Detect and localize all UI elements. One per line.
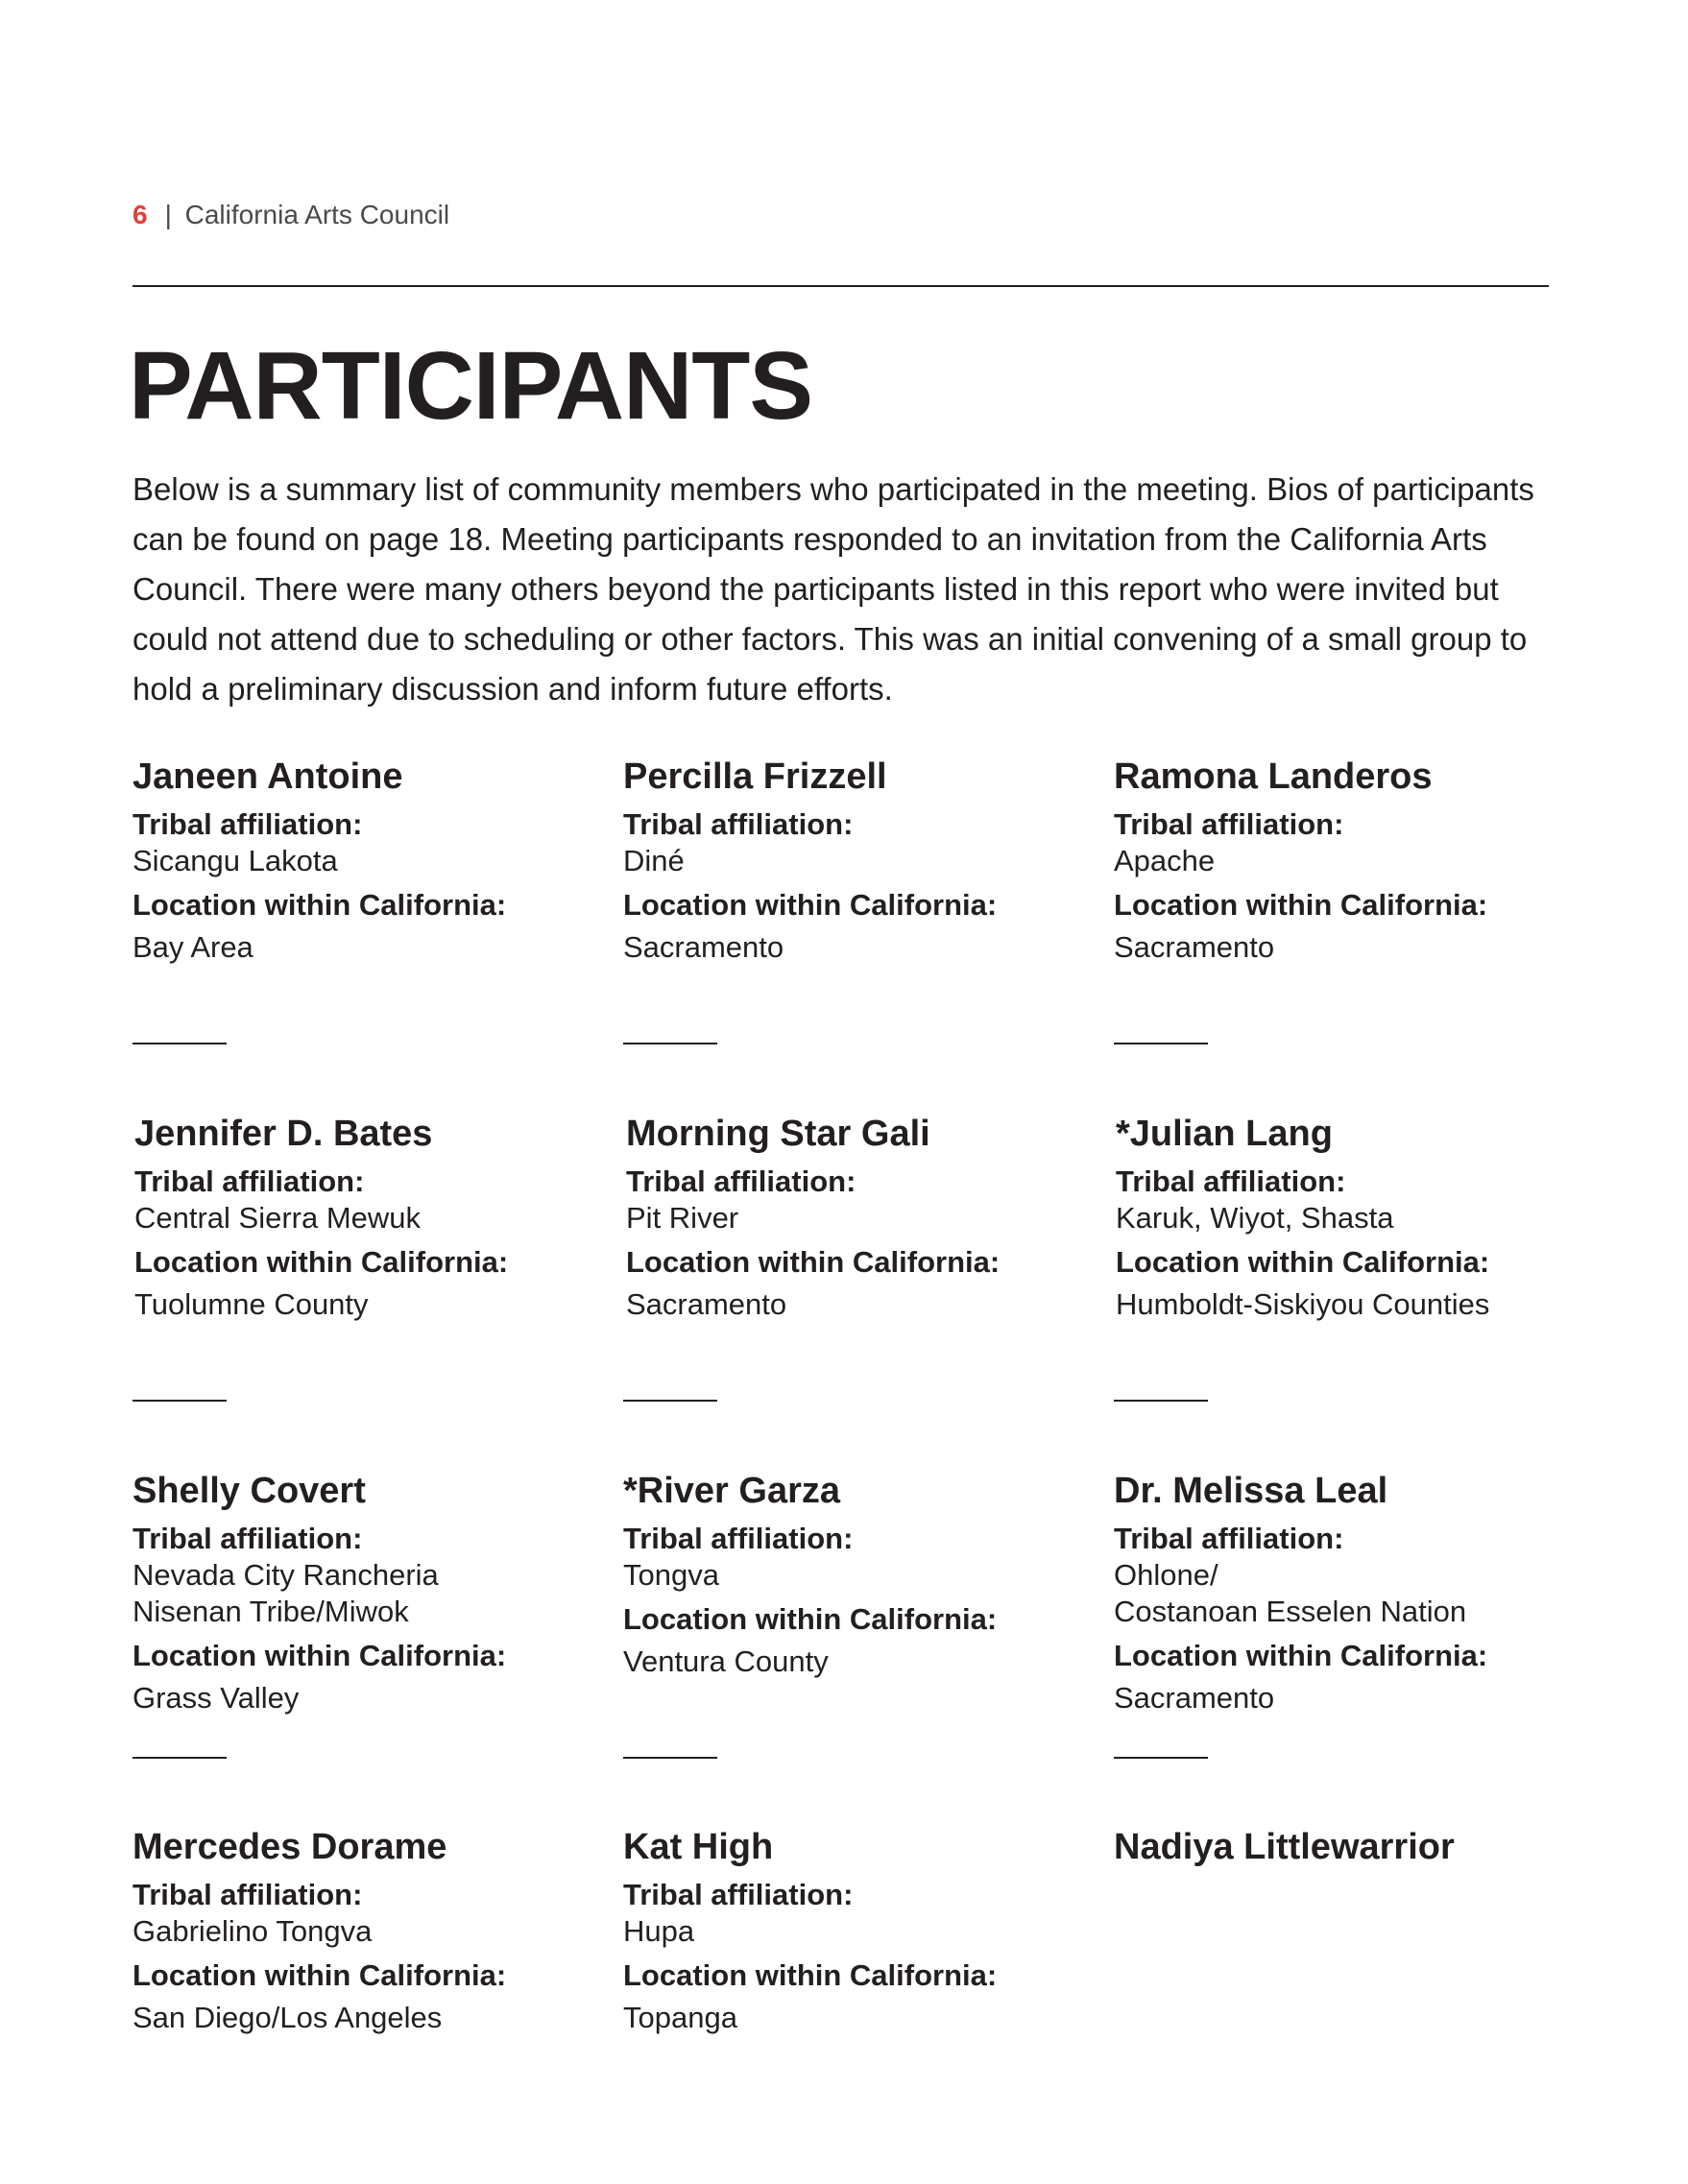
tribal-affiliation-label: Tribal affiliation: xyxy=(623,1878,854,1911)
tribal-affiliation-value: Hupa xyxy=(623,1914,695,1948)
tribal-affiliation-label: Tribal affiliation: xyxy=(1114,807,1344,841)
publisher-name: California Arts Council xyxy=(184,200,450,229)
page-number: 6 xyxy=(133,200,148,229)
location-value: San Diego/Los Angeles xyxy=(133,2001,443,2034)
location-label: Location within California: xyxy=(1114,1639,1488,1672)
location-label: Location within California: xyxy=(1116,1245,1490,1279)
location-value: Humboldt-Siskiyou Counties xyxy=(1116,1287,1490,1321)
location-label: Location within California: xyxy=(133,888,507,922)
participant-divider xyxy=(623,1400,717,1402)
tribal-affiliation-value: Central Sierra Mewuk xyxy=(134,1201,422,1235)
tribal-affiliation-label: Tribal affiliation: xyxy=(1116,1164,1346,1198)
participant-card xyxy=(1114,755,1565,973)
tribal-affiliation-label: Tribal affiliation: xyxy=(134,1164,365,1198)
tribal-affiliation-value: Apache xyxy=(1114,844,1216,877)
tribal-affiliation-label: Tribal affiliation: xyxy=(133,807,363,841)
location-label: Location within California: xyxy=(133,1639,507,1672)
participant-card xyxy=(133,1825,584,2044)
tribal-affiliation-value: Sicangu Lakota xyxy=(133,844,338,877)
location-label: Location within California: xyxy=(623,888,998,922)
participant-name: *River Garza xyxy=(623,1471,841,1511)
location-label: Location within California: xyxy=(133,1958,507,1992)
tribal-affiliation-label: Tribal affiliation: xyxy=(1114,1522,1344,1555)
participant-name: Ramona Landeros xyxy=(1114,756,1433,797)
participant-name: Morning Star Gali xyxy=(626,1114,930,1154)
participant-name: Shelly Covert xyxy=(133,1471,366,1511)
participant-divider xyxy=(623,1757,717,1759)
participant-divider xyxy=(133,1757,227,1759)
location-label: Location within California: xyxy=(623,1958,998,1992)
participant-card xyxy=(623,1469,1074,1688)
location-label: Location within California: xyxy=(623,1602,998,1636)
location-value: Sacramento xyxy=(626,1287,787,1321)
participant-name: Nadiya Littlewarrior xyxy=(1114,1827,1455,1867)
location-label: Location within California: xyxy=(626,1245,1001,1279)
participant-name: Jennifer D. Bates xyxy=(134,1114,433,1154)
tribal-affiliation-value: Nevada City Rancheria Nisenan Tribe/Miwok xyxy=(133,1558,439,1628)
participant-card xyxy=(134,1112,586,1331)
tribal-affiliation-value: Pit River xyxy=(626,1201,739,1235)
location-value: Sacramento xyxy=(1114,1681,1275,1715)
participant-name: Percilla Frizzell xyxy=(623,756,887,797)
tribal-affiliation-value: Tongva xyxy=(623,1558,719,1592)
participant-card xyxy=(1114,1825,1565,1877)
participant-card xyxy=(133,1469,584,1724)
participant-divider xyxy=(1114,1400,1208,1402)
participant-divider xyxy=(1114,1043,1208,1044)
participant-card xyxy=(623,1825,1074,2044)
tribal-affiliation-label: Tribal affiliation: xyxy=(623,807,854,841)
location-value: Grass Valley xyxy=(133,1681,300,1715)
participant-card xyxy=(133,755,584,973)
location-value: Ventura County xyxy=(623,1644,829,1678)
page-header xyxy=(133,199,449,231)
tribal-affiliation-label: Tribal affiliation: xyxy=(133,1522,363,1555)
participant-name: *Julian Lang xyxy=(1116,1114,1333,1154)
location-value: Sacramento xyxy=(623,930,784,964)
participant-card xyxy=(623,755,1074,973)
location-value: Bay Area xyxy=(133,930,253,964)
location-label: Location within California: xyxy=(134,1245,509,1279)
tribal-affiliation-label: Tribal affiliation: xyxy=(626,1164,856,1198)
location-label: Location within California: xyxy=(1114,888,1488,922)
participant-card xyxy=(1116,1112,1567,1331)
tribal-affiliation-value: Gabrielino Tongva xyxy=(133,1914,373,1948)
tribal-affiliation-label: Tribal affiliation: xyxy=(133,1878,363,1911)
location-value: Topanga xyxy=(623,2001,737,2034)
participant-card xyxy=(1114,1469,1565,1724)
location-value: Tuolumne County xyxy=(134,1287,369,1321)
participant-divider xyxy=(133,1043,227,1044)
participant-name: Janeen Antoine xyxy=(133,756,403,797)
participant-card xyxy=(626,1112,1077,1331)
page-title: PARTICIPANTS xyxy=(129,332,813,440)
participant-name: Kat High xyxy=(623,1827,774,1867)
participant-name: Dr. Melissa Leal xyxy=(1114,1471,1388,1511)
tribal-affiliation-value: Ohlone/ Costanoan Esselen Nation xyxy=(1114,1558,1467,1628)
participant-divider xyxy=(133,1400,227,1402)
location-value: Sacramento xyxy=(1114,930,1275,964)
header-separator: | xyxy=(164,200,172,229)
header-divider xyxy=(133,285,1549,287)
participant-divider xyxy=(1114,1757,1208,1759)
tribal-affiliation-value: Diné xyxy=(623,844,685,877)
tribal-affiliation-label: Tribal affiliation: xyxy=(623,1522,854,1555)
participant-divider xyxy=(623,1043,717,1044)
intro-paragraph: Below is a summary list of community members who participated in the meeting. Bios of participants can be found on page 18. Meeting participants responded to an invitation from the California Arts Council. There were many others beyond the participants listed in this report who were invited but could not attend due to scheduling or other factors. This was an initial convening of a small group to hold a preliminary discussion and inform future efforts. xyxy=(133,471,1534,707)
participant-name: Mercedes Dorame xyxy=(133,1827,447,1867)
tribal-affiliation-value: Karuk, Wiyot, Shasta xyxy=(1116,1201,1394,1235)
